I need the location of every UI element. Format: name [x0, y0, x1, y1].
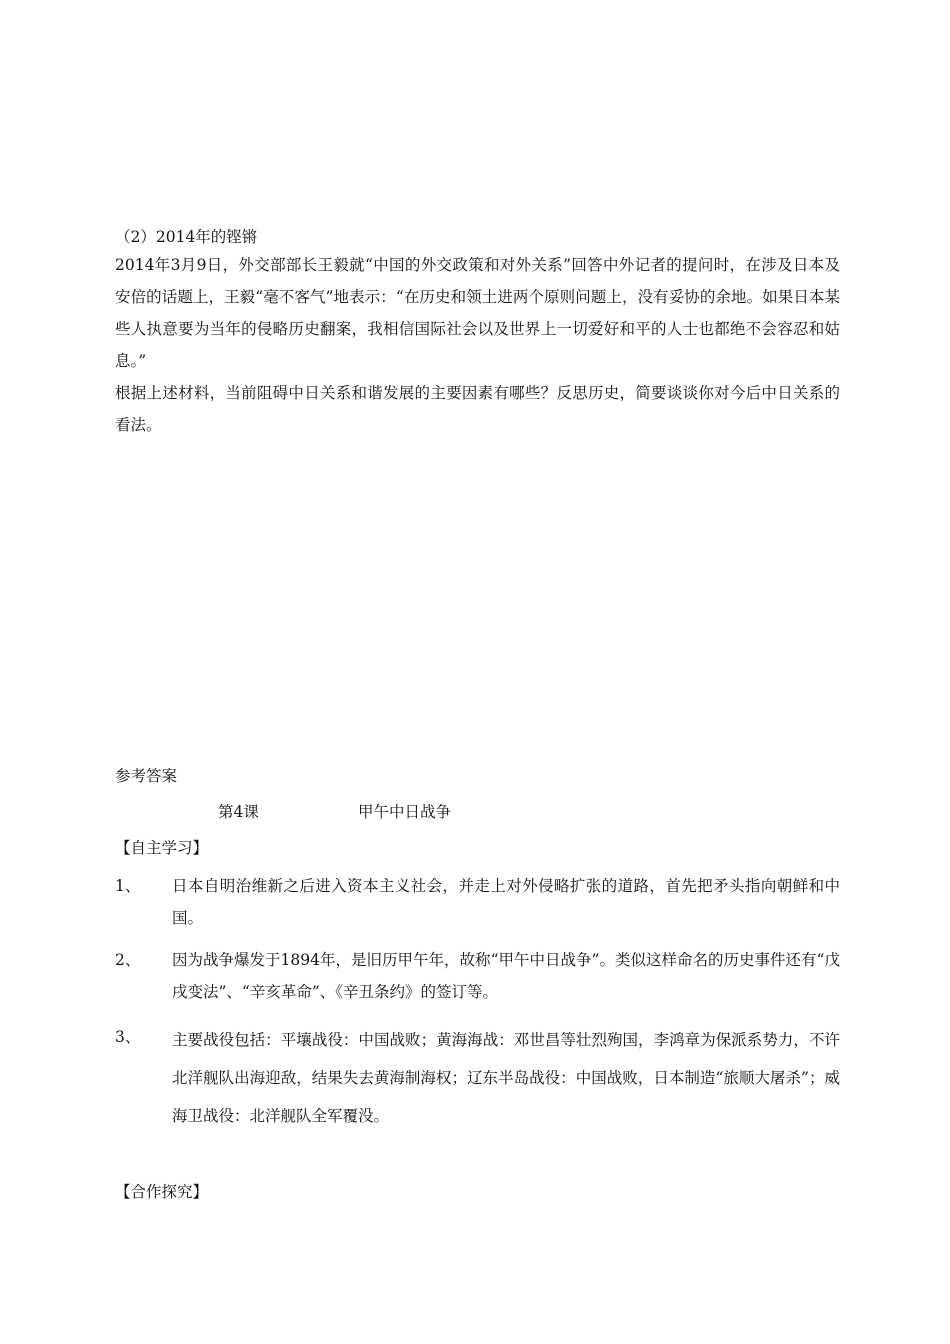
answer-text-3: 主要战役包括：平壤战役：中国战败；黄海海战：邓世昌等壮烈殉国，李鸿章为保派系势力，不许北洋舰队出海迎敌，结果失去黄海制海权；辽东半岛战役：中国战败，日本制造“旅顺大屠杀”；威海卫战役：北洋舰队全军覆没。 [172, 1031, 840, 1125]
answer-text-1: 日本自明治维新之后进入资本主义社会，并走上对外侵略扩张的道路，首先把矛头指向朝鲜和中国。 [172, 877, 840, 927]
cooperation-header: 【合作探究】 [115, 1183, 209, 1201]
answer-number-1: 1、 [115, 877, 141, 895]
answers-title: 参考答案 [115, 767, 178, 785]
answer-number-3: 3、 [115, 1028, 141, 1046]
self-study-header: 【自主学习】 [115, 839, 209, 857]
material-paragraph: 2014年3月9日，外交部部长王毅就“中国的外交政策和对外关系”回答中外记者的提问时，在涉及日本及安倍的话题上，王毅“毫不客气”地表示：“在历史和领土进两个原则问题上，没有妥协的余地。如果日本某些人执意要为当年的侵略历史翻案，我相信国际社会以及世界上一切爱好和平的人士也都绝不会容忍和姑息。” [115, 256, 840, 370]
lesson-title: 甲午中日战争 [358, 803, 452, 821]
lesson-number: 第4课 [218, 803, 259, 821]
section-heading: （2）2014年的铿锵 [115, 228, 258, 246]
question-paragraph: 根据上述材料，当前阻碍中日关系和谐发展的主要因素有哪些？反思历史，简要谈谈你对今后中日关系的看法。 [115, 384, 840, 434]
answer-text-2: 因为战争爆发于1894年，是旧历甲午年，故称“甲午中日战争”。类似这样命名的历史事件还有“戊戌变法”、“辛亥革命”、《辛丑条约》的签订等。 [172, 951, 840, 1001]
answer-number-2: 2、 [115, 951, 141, 969]
